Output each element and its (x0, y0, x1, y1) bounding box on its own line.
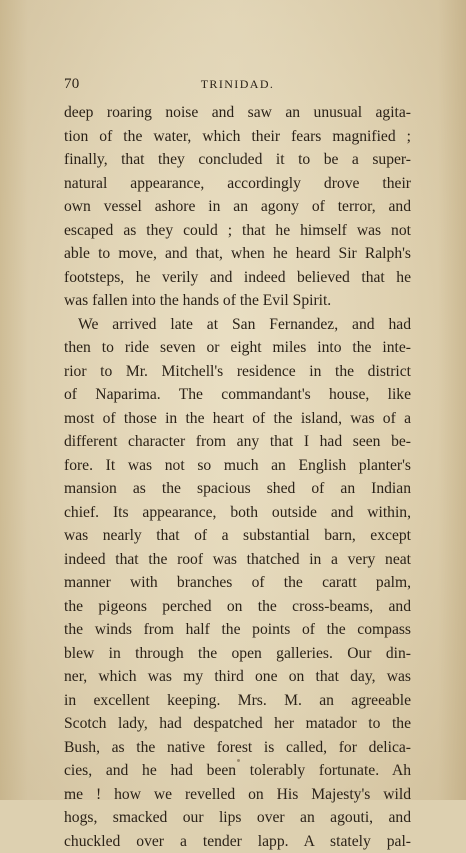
text-line: blew in through the open galleries. Our din- (64, 642, 411, 666)
text-line: was nearly that of a substantial barn, except (64, 524, 411, 548)
text-line: natural appearance, accordingly drove their (64, 172, 411, 196)
text-line: the winds from half the points of the compass (64, 618, 411, 642)
text-line: finally, that they concluded it to be a super- (64, 148, 411, 172)
text-line: mansion as the spacious shed of an Indian (64, 477, 411, 501)
text-line: indeed that the roof was thatched in a very neat (64, 548, 411, 572)
paragraph-end-line: was fallen into the hands of the Evil Spirit. (64, 289, 411, 313)
text-line: Bush, as the native forest is called, for delica- (64, 736, 411, 760)
text-line: fore. It was not so much an English planter's (64, 454, 411, 478)
text-line: hogs, smacked our lips over an agouti, and (64, 806, 411, 830)
page-header (64, 76, 411, 96)
text-line: different character from any that I had seen be- (64, 430, 411, 454)
text-line: manner with branches of the caratt palm, (64, 571, 411, 595)
text-line: cies, and he had been tolerably fortunate. Ah (64, 759, 411, 783)
paper-speck (237, 759, 240, 762)
text-line: rior to Mr. Mitchell's residence in the district (64, 360, 411, 384)
text-line: then to ride seven or eight miles into the inte- (64, 336, 411, 360)
text-line: own vessel ashore in an agony of terror, and (64, 195, 411, 219)
page-number: 70 (64, 76, 80, 93)
text-line: escaped as they could ; that he himself was not (64, 219, 411, 243)
text-line: in excellent keeping. Mrs. M. an agreeable (64, 689, 411, 713)
text-line: me ! how we revelled on His Majesty's wild (64, 783, 411, 807)
text-line: footsteps, he verily and indeed believed that he (64, 266, 411, 290)
text-line: chief. Its appearance, both outside and within, (64, 501, 411, 525)
text-line: Scotch lady, had despatched her matador to the (64, 712, 411, 736)
text-line: of Naparima. The commandant's house, like (64, 383, 411, 407)
text-line: able to move, and that, when he heard Sir Ralph's (64, 242, 411, 266)
running-head: TRINIDAD. (64, 77, 411, 92)
paragraph-start-line: We arrived late at San Fernandez, and had (64, 313, 411, 337)
text-line: tion of the water, which their fears magnified ; (64, 125, 411, 149)
text-line: the pigeons perched on the cross-beams, and (64, 595, 411, 619)
text-line: ner, which was my third one on that day, was (64, 665, 411, 689)
text-line: deep roaring noise and saw an unusual agita- (64, 101, 411, 125)
text-line: chuckled over a tender lapp. A stately pal- (64, 830, 411, 853)
body-text (64, 101, 411, 853)
text-line: most of those in the heart of the island, was of a (64, 407, 411, 431)
